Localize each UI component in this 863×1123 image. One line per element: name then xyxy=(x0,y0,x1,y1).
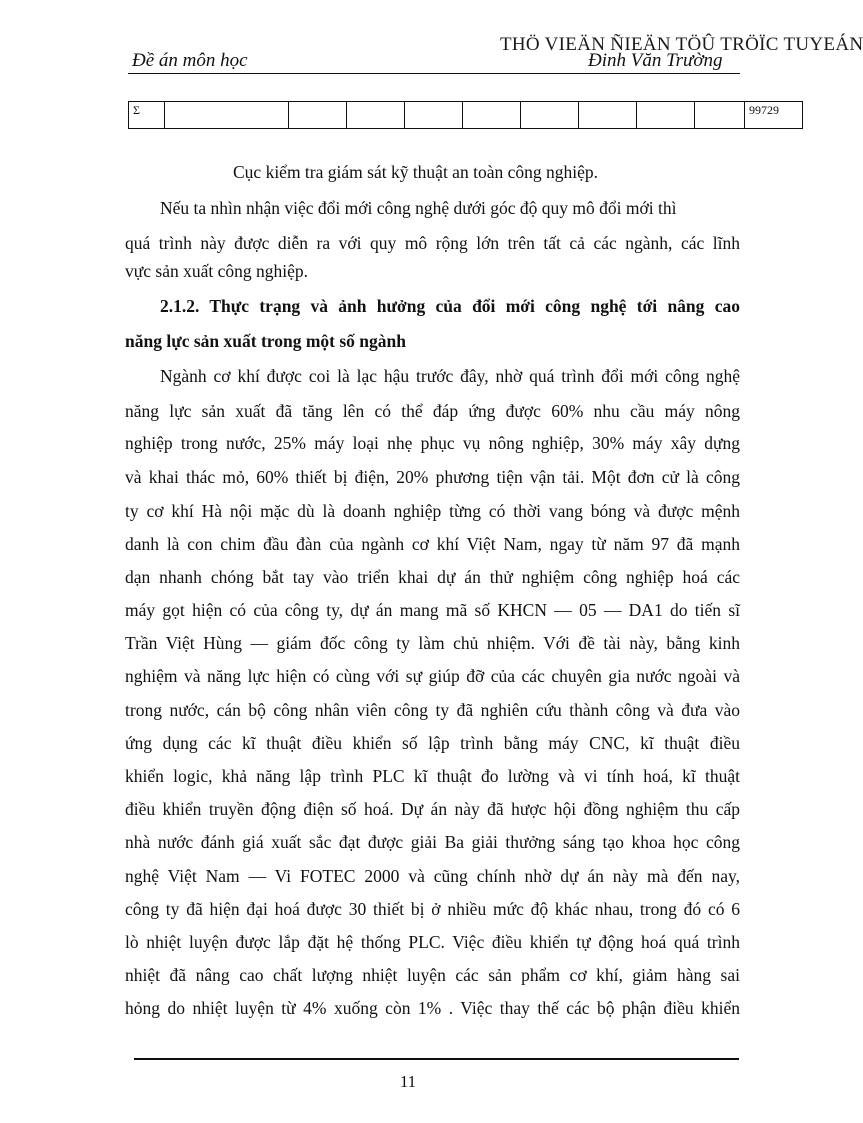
paragraph-line: và khai thác mỏ, 60% thiết bị điện, 20% phương tiện vận tải. Một đơn cử là công xyxy=(125,467,740,487)
paragraph-line: hỏng do nhiệt luyện từ 4% xuống còn 1% . Việc thay thế các bộ phận điều khiển xyxy=(125,998,740,1018)
table-cell xyxy=(165,102,289,129)
paragraph-line: nhiệt đã nâng cao chất lượng nhiệt luyện các sản phẩm cơ khí, giảm hàng sai xyxy=(125,965,740,985)
paragraph-line: nhà nước đánh giá xuất sắc đạt được giải Ba giải thưởng sáng tạo khoa học công xyxy=(125,832,740,852)
paragraph-line: năng lực sản xuất đã tăng lên có thể đáp ứng được 60% nhu cầu máy nông xyxy=(125,401,740,421)
table-cell xyxy=(521,102,579,129)
footer-divider xyxy=(134,1058,739,1060)
paragraph-line: Trần Việt Hùng — giám đốc công ty làm chủ nhiệm. Với đề tài này, bằng kinh xyxy=(125,633,740,653)
header-course-title: Đề án môn học xyxy=(132,50,248,71)
header-author-name: Đinh Văn Trường xyxy=(588,50,723,71)
page-number: 11 xyxy=(399,1072,417,1091)
header-divider xyxy=(128,73,740,74)
table-cell xyxy=(289,102,347,129)
section-heading: năng lực sản xuất trong một số ngành xyxy=(125,331,406,351)
paragraph-line: Nếu ta nhìn nhận việc đổi mới công nghệ dưới góc độ quy mô đổi mới thì xyxy=(160,198,677,218)
paragraph-line: trong nước, cán bộ công nhân viên công ty đã nghiên cứu thành công và đưa vào xyxy=(125,700,740,720)
summary-table xyxy=(128,101,803,129)
table-cell xyxy=(579,102,637,129)
paragraph-line: nghiệp trong nước, 25% máy loại nhẹ phục vụ nông nghiệp, 30% máy xây dựng xyxy=(125,433,740,453)
paragraph-line: quá trình này được diễn ra với quy mô rộng lớn trên tất cả các ngành, các lĩnh xyxy=(125,233,740,253)
watermark-text: THÖ VIEÄN ÑIEÄN TÖÛ TRÖÏC TUYEÁN xyxy=(500,34,863,55)
section-heading: 2.1.2. Thực trạng và ảnh hưởng của đổi mới công nghệ tới nâng cao xyxy=(160,296,740,316)
table-cell xyxy=(463,102,521,129)
paragraph-line: vực sản xuất công nghiệp. xyxy=(125,261,308,281)
table-row xyxy=(129,102,803,129)
table-cell xyxy=(695,102,745,129)
paragraph-line: danh là con chim đầu đàn của ngành cơ khí Việt Nam, ngay từ năm 97 đã mạnh xyxy=(125,534,740,554)
paragraph-line: dạn nhanh chóng bắt tay vào triển khai dự án thử nghiệm công nghiệp hoá các xyxy=(125,567,740,587)
paragraph-line: lò nhiệt luyện được lắp đặt hệ thống PLC. Việc điều khiển tự động hoá quá trình xyxy=(125,932,740,952)
paragraph-line: công ty đã hiện đại hoá được 30 thiết bị ở nhiều mức độ khác nhau, trong đó có 6 xyxy=(125,899,740,919)
paragraph-line: điều khiển truyền động điện số hoá. Dự án này đã hược hội đồng nghiệm thu cấp xyxy=(125,799,740,819)
table-cell-sum-symbol: Σ xyxy=(129,102,165,129)
paragraph-line: ty cơ khí Hà nội mặc dù là doanh nghiệp từng có thời vang bóng và được mệnh xyxy=(125,501,740,521)
paragraph-line: nghệ Việt Nam — Vi FOTEC 2000 và cũng chính nhờ dự án này mà đến nay, xyxy=(125,866,740,886)
table-cell xyxy=(347,102,405,129)
paragraph-line: Ngành cơ khí được coi là lạc hậu trước đây, nhờ quá trình đổi mới công nghệ xyxy=(160,366,740,386)
table-cell-total: 99729 xyxy=(745,102,803,129)
paragraph-line: nghiệm và năng lực hiện có cùng với sự giúp đỡ của các chuyên gia nước ngoài và xyxy=(125,666,740,686)
table-cell xyxy=(405,102,463,129)
table-cell xyxy=(637,102,695,129)
paragraph-line: ứng dụng các kĩ thuật điều khiển số lập trình bằng máy CNC, kĩ thuật điều xyxy=(125,733,740,753)
source-note: Cục kiểm tra giám sát kỹ thuật an toàn công nghiệp. xyxy=(233,162,598,182)
paragraph-line: khiển logic, khả năng lập trình PLC kĩ thuật đo lường và vi tính hoá, kĩ thuật xyxy=(125,766,740,786)
paragraph-line: máy gọt hiện có của công ty, dự án mang mã số KHCN — 05 — DA1 do tiến sĩ xyxy=(125,600,740,620)
